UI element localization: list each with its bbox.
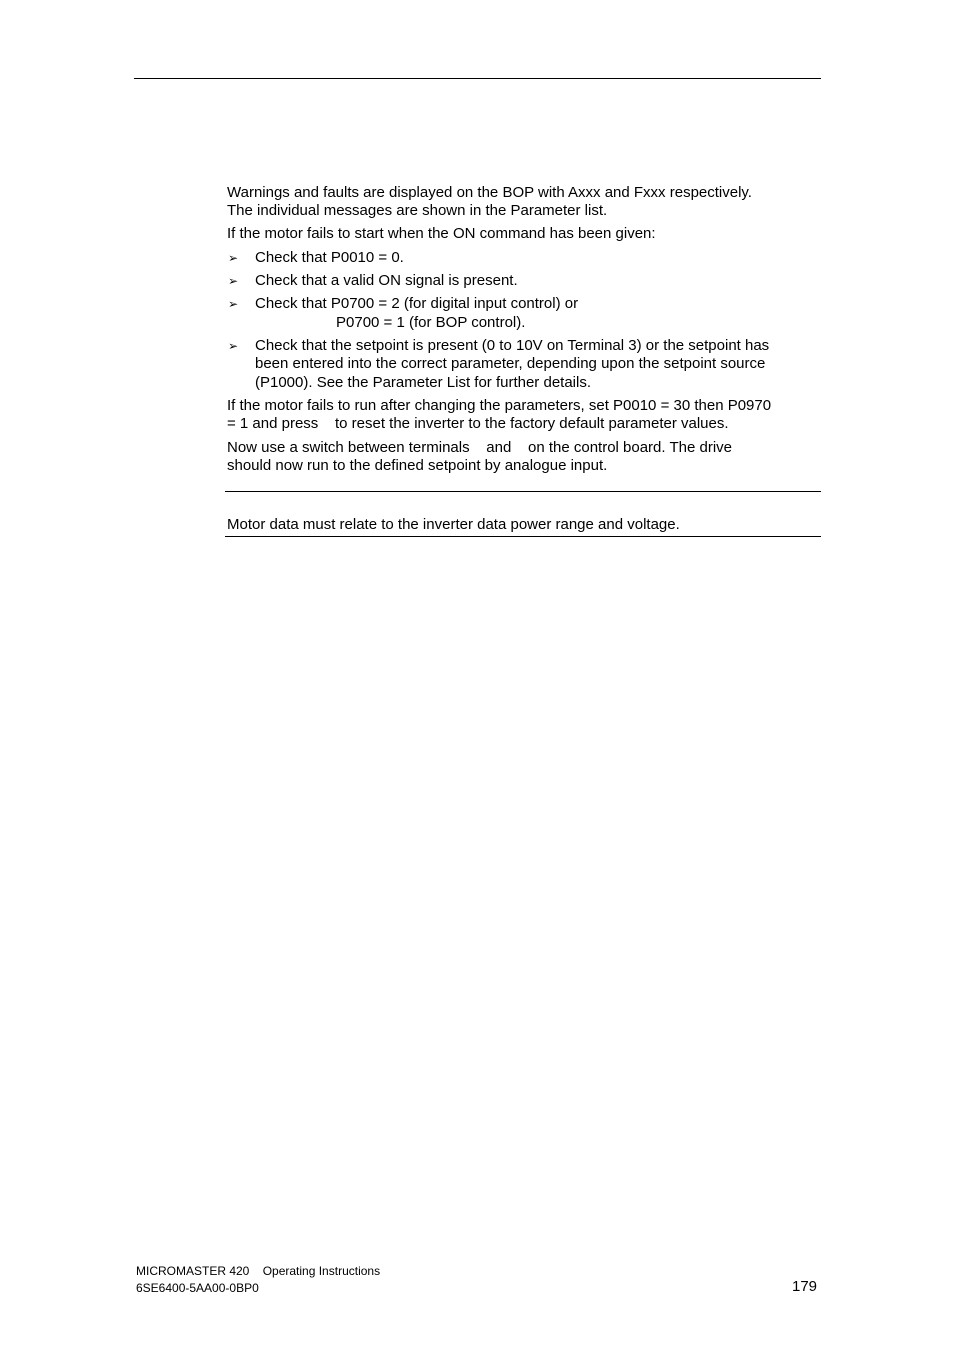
para-switch-line1: Now use a switch between terminals and on the control board. The drive bbox=[227, 439, 732, 456]
check-item-p0010: Check that P0010 = 0. bbox=[255, 249, 404, 266]
check-item-p0700-line1: Check that P0700 = 2 (for digital input control) or bbox=[255, 295, 579, 312]
bullet-arrow-icon: ➢ bbox=[228, 339, 239, 353]
check-item-setpoint-line2: been entered into the correct parameter, depending upon the setpoint source bbox=[255, 355, 766, 372]
header-rule bbox=[134, 78, 821, 79]
page-number: 179 bbox=[792, 1278, 818, 1295]
para-reset-line1: If the motor fails to run after changing the parameters, set P0010 = 30 then P0970 bbox=[227, 397, 772, 414]
check-item-p0700-line2: P0700 = 1 (for BOP control). bbox=[336, 314, 526, 331]
para-warnings-line2: The individual messages are shown in the Parameter list. bbox=[227, 202, 608, 219]
footer-order-number: 6SE6400-5AA00-0BP0 bbox=[136, 1281, 259, 1295]
para-motor-fails-start: If the motor fails to start when the ON command has been given: bbox=[227, 225, 656, 242]
bullet-arrow-icon: ➢ bbox=[228, 297, 239, 311]
para-reset-line2: = 1 and press to reset the inverter to the factory default parameter values. bbox=[227, 415, 729, 432]
note-rule-top bbox=[225, 491, 821, 492]
para-warnings-line1: Warnings and faults are displayed on the BOP with Axxx and Fxxx respectively. bbox=[227, 184, 752, 201]
bullet-arrow-icon: ➢ bbox=[228, 251, 239, 265]
check-item-setpoint-line3: (P1000). See the Parameter List for further details. bbox=[255, 374, 591, 391]
para-switch-line2: should now run to the defined setpoint by analogue input. bbox=[227, 457, 608, 474]
check-item-on-signal: Check that a valid ON signal is present. bbox=[255, 272, 518, 289]
note-rule-bottom bbox=[225, 536, 821, 537]
bullet-arrow-icon: ➢ bbox=[228, 274, 239, 288]
note-motor-data: Motor data must relate to the inverter data power range and voltage. bbox=[227, 516, 680, 533]
check-item-setpoint-line1: Check that the setpoint is present (0 to 10V on Terminal 3) or the setpoint has bbox=[255, 337, 770, 354]
footer-product: MICROMASTER 420 Operating Instructions bbox=[136, 1264, 381, 1278]
